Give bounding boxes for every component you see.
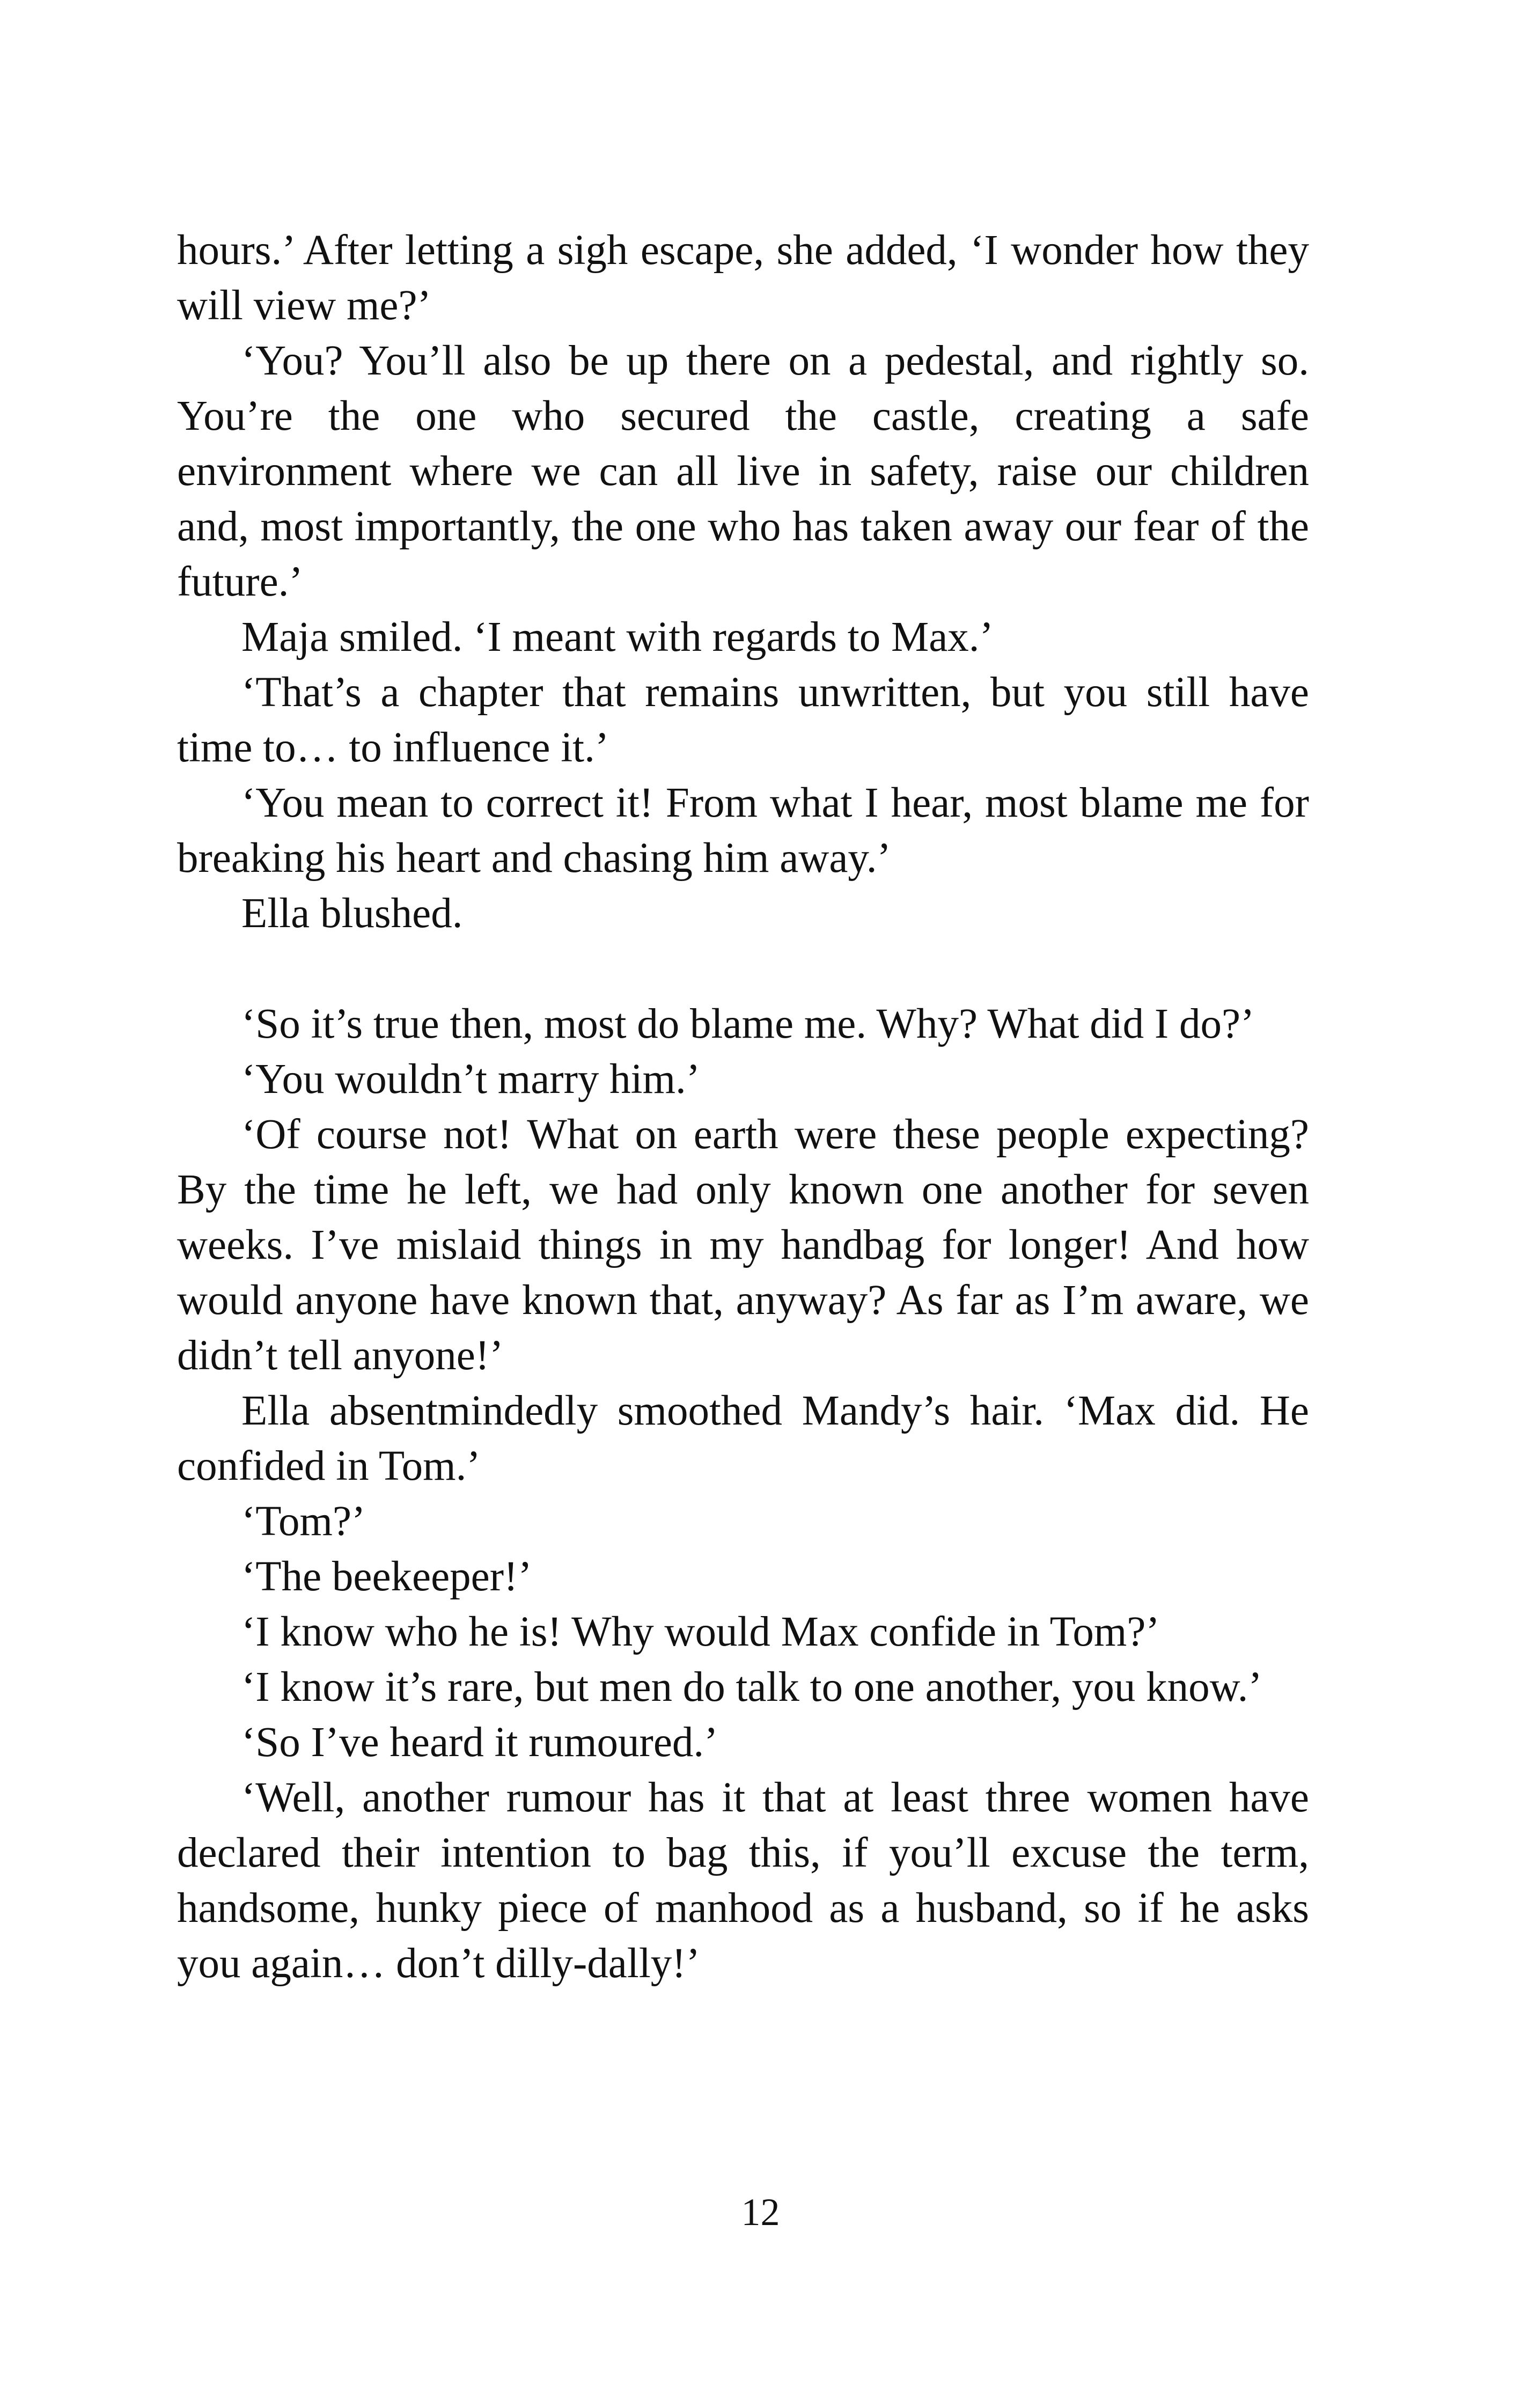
page-body [177,223,1309,1991]
paragraph-6: Ella blushed. [241,890,463,937]
paragraph-12: ‘The beekeeper!’ [241,1553,532,1600]
paragraph-2: ‘You? You’ll also be up there on a pedestal, and rightly so. You’re the one who secured the castle, creating a safe environment where we can all live in safety, raise our children and, most importantly, the one who has taken away our fear of the future.’ [177,337,1309,605]
paragraph-13: ‘I know who he is! Why would Max confide in Tom?’ [241,1609,1160,1655]
paragraph-16: ‘Well, another rumour has it that at least three women have declared their intention to bag this, if you’ll excuse the term, handsome, hunky piece of manhood as a husband, so if he asks you again… don’t dilly-dally!’ [177,1774,1309,1987]
paragraph-1: hours.’ After letting a sigh escape, she added, ‘I wonder how they will view me?’ [177,227,1309,329]
paragraph-5: ‘You mean to correct it! From what I hear, most blame me for breaking his heart and chasing him away.’ [177,780,1309,882]
paragraph-4: ‘That’s a chapter that remains unwritten, but you still have time to… to influence it.’ [177,669,1309,771]
paragraph-15: ‘So I’ve heard it rumoured.’ [241,1719,718,1766]
paragraph-7: ‘So it’s true then, most do blame me. Why? What did I do?’ [241,1001,1255,1047]
page-number: 12 [741,2191,780,2234]
paragraph-3: Maja smiled. ‘I meant with regards to Max.’ [241,614,994,660]
paragraph-14: ‘I know it’s rare, but men do talk to one another, you know.’ [241,1664,1262,1710]
paragraph-10: Ella absentmindedly smoothed Mandy’s hair. ‘Max did. He confided in Tom.’ [177,1387,1309,1489]
paragraph-8: ‘You wouldn’t marry him.’ [241,1056,701,1103]
paragraph-11: ‘Tom?’ [241,1498,366,1545]
paragraph-9: ‘Of course not! What on earth were these people expecting? By the time he left, we had only known one another for seven weeks. I’ve mislaid things in my handbag for longer! And how would anyone have known that, anyway? As far as I’m aware, we didn’t tell anyone!’ [177,1111,1309,1379]
